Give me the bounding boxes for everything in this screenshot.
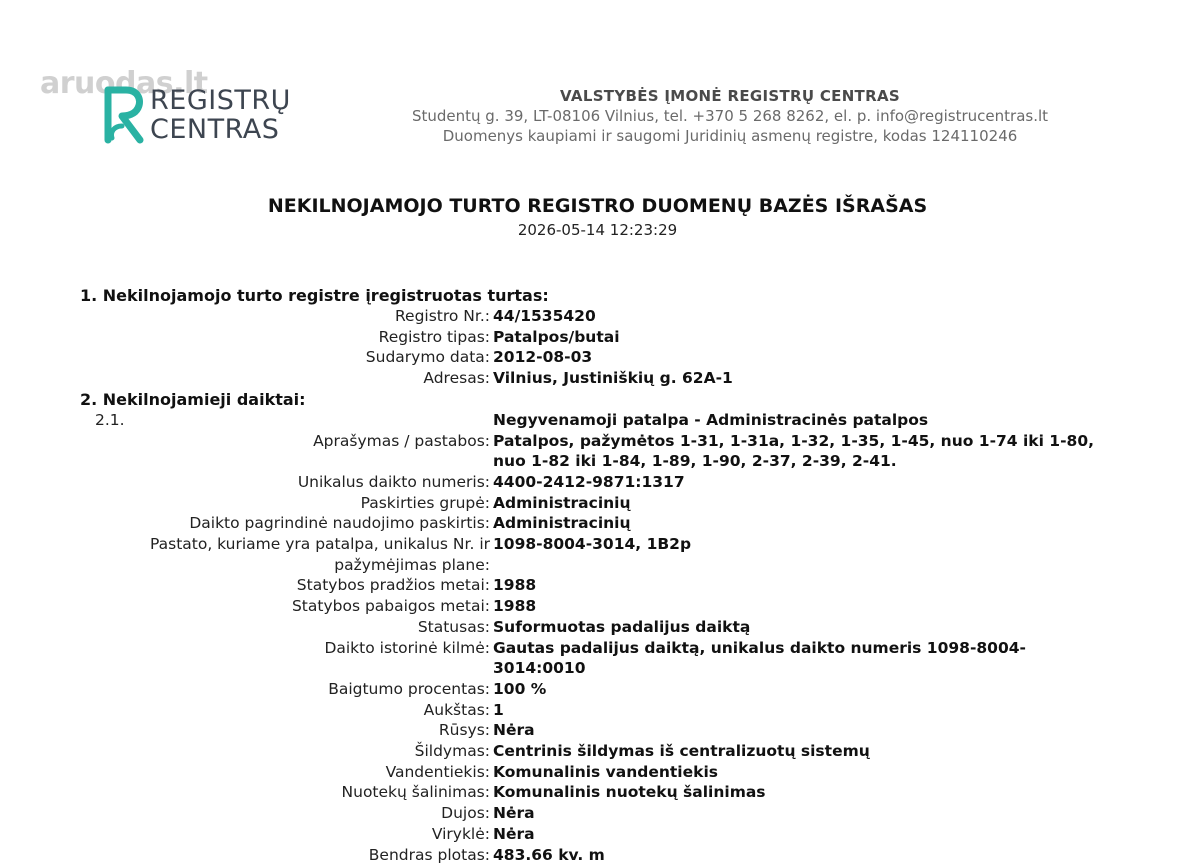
field-value: Patalpos, pažymėtos 1-31, 1-31a, 1-32, 1-35, 1-45, nuo 1-74 iki 1-80, nuo 1-82 iki 1-84, 1-89, 1-90, 2-37, 2-39, 2-41. [493,431,1094,471]
field-value: Administracinių [493,514,631,533]
field-value: 483.66 kv. m [493,845,605,864]
section-2-heading: 2. Nekilnojamieji daiktai: [80,389,306,409]
field-label: Baigtumo procentas: [328,679,490,698]
field-value: Centrinis šildymas iš centralizuotų sistemų [493,742,870,761]
logo-line-2: CENTRAS [150,114,280,145]
agency-registry-note: Duomenys kaupiami ir saugomi Juridinių asmenų registre, kodas 124110246 [442,127,1018,145]
field-value: Vilnius, Justiniškių g. 62A-1 [493,369,733,388]
field-row [0,596,1200,617]
agency-header [385,86,1075,146]
field-row [0,306,1200,327]
logo-r-mark-icon [100,86,148,144]
field-label: Nuotekų šalinimas: [341,783,490,802]
section-2-rows [0,431,1200,866]
field-row [0,679,1200,700]
field-label: Paskirties grupė: [360,493,490,512]
field-value: Gautas padalijus daiktą, unikalus daikto numeris 1098-8004-3014:0010 [493,638,1026,678]
extract-content [0,285,1200,865]
field-value: Komunalinis nuotekų šalinimas [493,783,766,802]
field-value: Nėra [493,721,535,740]
field-label: Sudarymo data: [365,348,490,367]
field-label: Statusas: [417,617,490,636]
item-label-spacer [0,410,490,431]
field-row [0,534,1200,575]
logo-line-1: REGISTRŲ [150,85,291,116]
document-datetime: 2026-05-14 12:23:29 [517,221,678,239]
field-label: Statybos pradžios metai: [296,576,490,595]
field-row [0,368,1200,389]
field-row [0,782,1200,803]
field-row [0,741,1200,762]
field-label: Daikto istorinė kilmė: [324,638,490,657]
item-header-row [0,410,1200,431]
field-row [0,720,1200,741]
field-value: 1098-8004-3014, 1B2p [493,535,692,554]
field-value: Administracinių [493,493,631,512]
field-value: Patalpos/butai [493,327,620,346]
field-label: Registro Nr.: [394,307,490,325]
field-value: Komunalinis vandentiekis [493,762,718,781]
field-row [0,347,1200,368]
field-row [0,700,1200,721]
watermark: aruodas.lt [40,66,208,101]
field-value: 44/1535420 [493,307,596,325]
registru-centras-logo [100,82,290,148]
field-row [0,845,1200,866]
field-label: Unikalus daikto numeris: [297,472,490,491]
field-value: Nėra [493,824,535,843]
field-row [0,513,1200,534]
field-value: 1988 [493,597,537,616]
agency-name: VALSTYBĖS ĮMONĖ REGISTRŲ CENTRAS [560,87,900,105]
field-row [0,803,1200,824]
item-title: Negyvenamoji patalpa - Administracinės patalpos [493,410,929,429]
field-row [0,327,1200,348]
field-label: Dujos: [441,804,490,823]
field-row [0,762,1200,783]
agency-address: Studentų g. 39, LT-08106 Vilnius, tel. +370 5 268 8262, el. p. info@registrucentras.lt [411,107,1049,125]
field-label: Pastato, kuriame yra patalpa, unikalus Nr. ir pažymėjimas plane: [149,535,490,574]
field-label: Rūsys: [438,721,490,740]
field-value: Nėra [493,804,535,823]
field-label: Adresas: [423,369,490,388]
field-row [0,617,1200,638]
field-label: Statybos pabaigos metai: [291,597,490,616]
field-row [0,638,1200,679]
field-label: Vandentiekis: [385,762,490,781]
field-label: Šildymas: [414,742,490,761]
field-value: Suformuotas padalijus daiktą [493,617,751,636]
field-value: 1 [493,700,504,719]
field-label: Viryklė: [431,824,490,843]
field-row [0,431,1200,472]
field-label: Aprašymas / pastabos: [313,431,490,450]
field-label: Aukštas: [423,700,490,719]
field-value: 1988 [493,576,537,595]
section-1-rows [0,306,1200,389]
field-label: Daikto pagrindinė naudojimo paskirtis: [189,514,490,533]
field-value: 2012-08-03 [493,348,593,367]
field-row [0,472,1200,493]
field-value: 100 % [493,679,547,698]
field-label: Bendras plotas: [368,845,490,864]
item-number: 2.1. [95,410,125,429]
document-title: NEKILNOJAMOJO TURTO REGISTRO DUOMENŲ BAZĖS IŠRAŠAS [267,195,928,217]
field-row [0,575,1200,596]
field-row [0,493,1200,514]
field-value: 4400-2412-9871:1317 [493,472,685,491]
field-label: Registro tipas: [378,327,490,346]
field-row [0,824,1200,845]
section-1-heading: 1. Nekilnojamojo turto registre įregistruotas turtas: [80,286,549,305]
